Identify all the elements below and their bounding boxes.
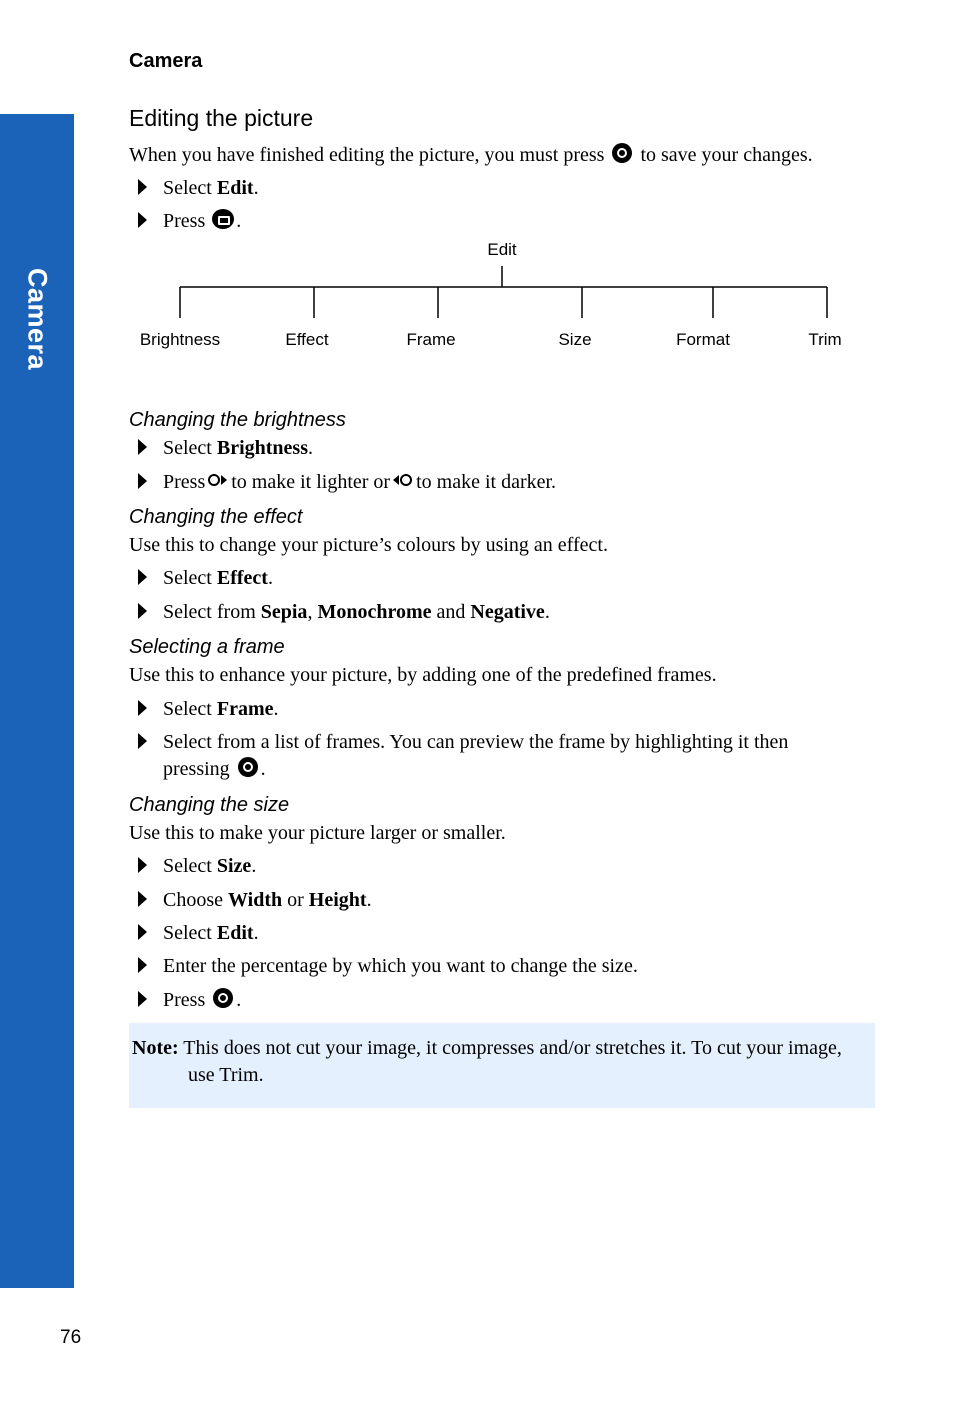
subsection-title-brightness: Changing the brightness <box>129 409 346 431</box>
soft-key-icon <box>212 209 234 229</box>
tree-node-effect: Effect <box>285 330 329 349</box>
list-item: Select from a list of frames. You can preview the frame by highlighting it then pressing . <box>138 729 858 783</box>
bullet-arrow-icon <box>138 924 147 940</box>
bullet-arrow-icon <box>138 473 147 489</box>
frame-description: Use this to enhance your picture, by adding one of the predefined frames. <box>129 664 717 686</box>
list-item: Press . <box>138 208 858 235</box>
nav-right-key-icon <box>208 473 228 487</box>
tree-node-brightness: Brightness <box>139 330 221 349</box>
list-item: Select Brightness. <box>138 435 858 462</box>
list-item: Press to make it lighter or to make it darker. <box>138 469 858 496</box>
subsection-title-effect: Changing the effect <box>129 506 303 528</box>
bullet-arrow-icon <box>138 991 147 1007</box>
note-box <box>129 1023 875 1108</box>
list-item: Select Edit. <box>138 175 858 202</box>
list-item: Select Edit. <box>138 920 858 947</box>
bullet-arrow-icon <box>138 700 147 716</box>
list-item: Press . <box>138 987 858 1014</box>
page-number: 76 <box>60 1327 82 1348</box>
note-label: Note: <box>132 1037 179 1059</box>
center-select-key-icon <box>238 757 258 777</box>
center-select-key-icon <box>612 143 632 163</box>
bullet-arrow-icon <box>138 212 147 228</box>
section-header: Camera <box>129 50 203 72</box>
nav-left-key-icon <box>393 473 413 487</box>
tree-node-trim: Trim <box>808 330 842 349</box>
note-text: Note: This does not cut your image, it compresses and/or stretches it. To cut your image, use Trim. <box>132 1037 842 1086</box>
list-item: Select from Sepia, Monochrome and Negative. <box>138 599 858 626</box>
side-tab-label: Camera <box>22 267 53 371</box>
bullet-arrow-icon <box>138 857 147 873</box>
bullet-arrow-icon <box>138 891 147 907</box>
tree-node-size: Size <box>558 330 592 349</box>
list-item: Choose Width or Height. <box>138 887 858 914</box>
subsection-title-frame: Selecting a frame <box>129 636 285 658</box>
effect-description: Use this to change your picture’s colours by using an effect. <box>129 534 608 556</box>
list-item: Select Frame. <box>138 696 858 723</box>
tree-node-frame: Frame <box>406 330 456 349</box>
list-item: Select Size. <box>138 853 858 880</box>
bullet-arrow-icon <box>138 733 147 749</box>
bullet-arrow-icon <box>138 957 147 973</box>
section-title-editing: Editing the picture <box>129 105 314 131</box>
list-item: Select Effect. <box>138 565 858 592</box>
subsection-title-size: Changing the size <box>129 794 290 816</box>
tree-node-format: Format <box>676 330 730 349</box>
side-tab <box>0 114 74 1288</box>
editing-intro: When you have finished editing the picture, you must press to save your changes. <box>129 144 813 166</box>
size-description: Use this to make your picture larger or smaller. <box>129 822 506 844</box>
center-select-key-icon <box>213 988 233 1008</box>
bullet-arrow-icon <box>138 179 147 195</box>
bullet-arrow-icon <box>138 439 147 455</box>
bullet-arrow-icon <box>138 603 147 619</box>
tree-root-label: Edit <box>487 240 517 259</box>
bullet-arrow-icon <box>138 569 147 585</box>
list-item: Enter the percentage by which you want to change the size. <box>138 953 858 980</box>
